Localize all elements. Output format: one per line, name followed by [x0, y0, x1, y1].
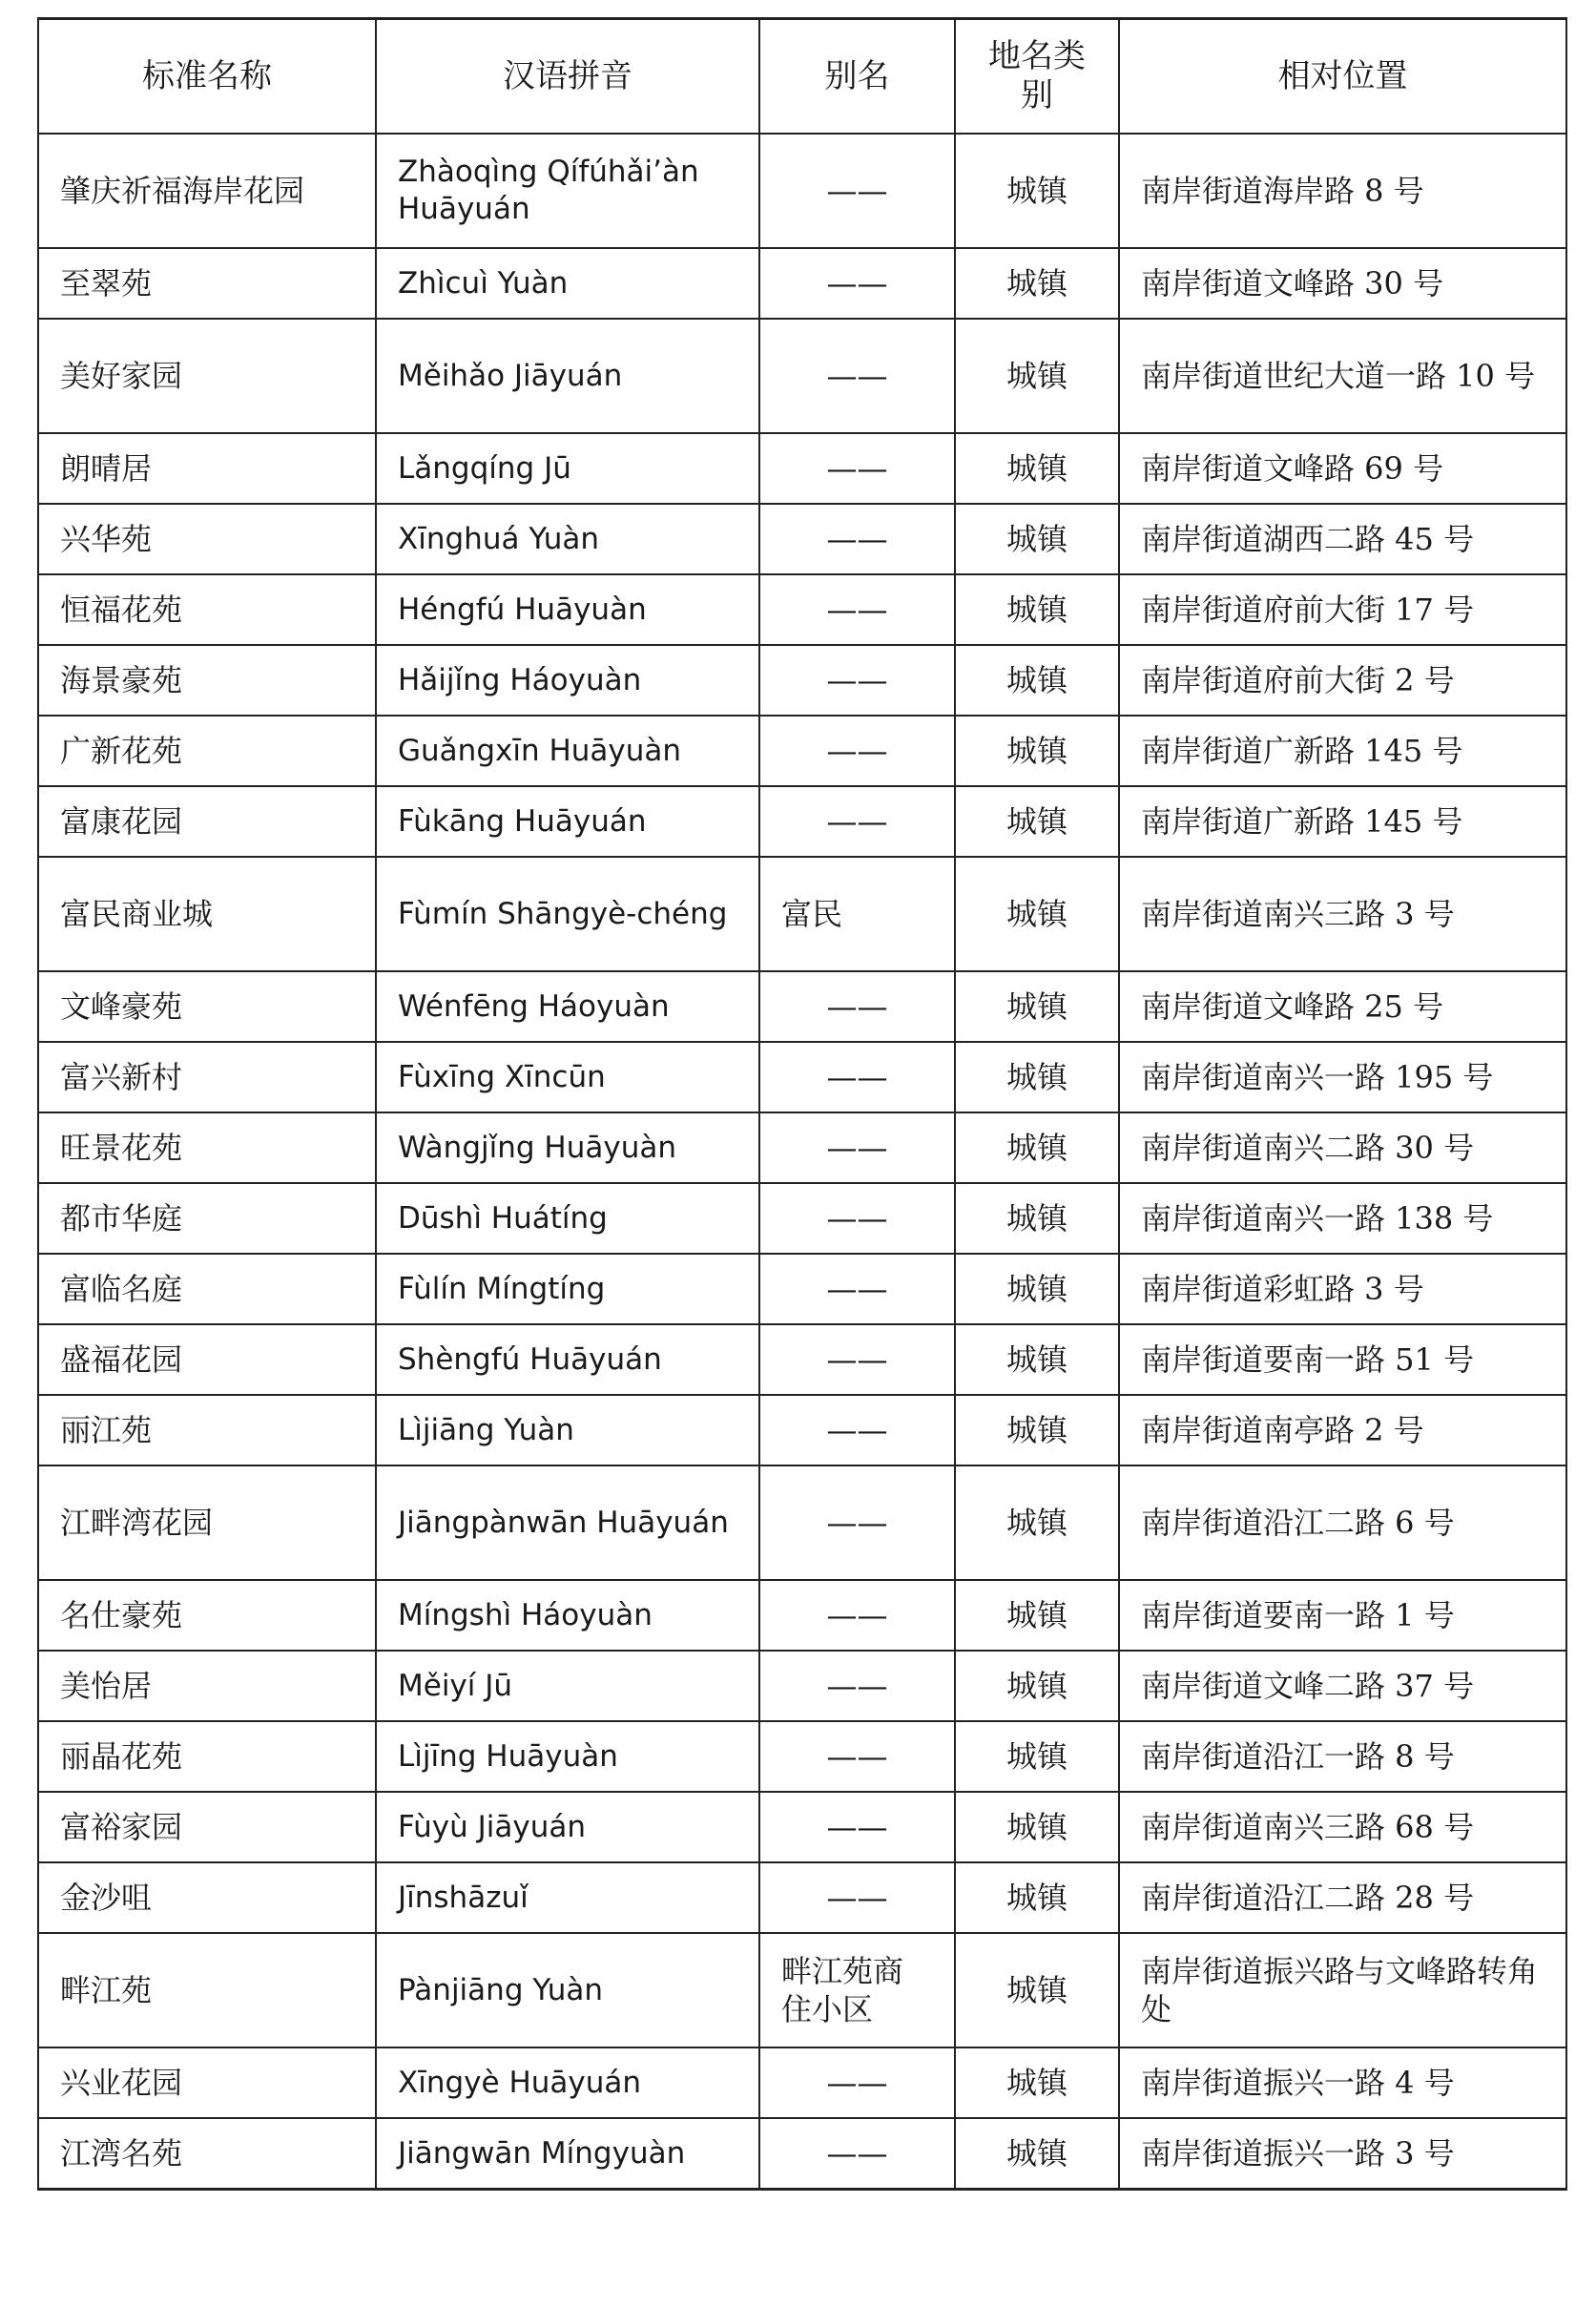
table-row	[38, 1465, 1566, 1580]
cell-category: 城镇	[955, 2047, 1119, 2118]
header-standard-name: 标准名称	[38, 19, 376, 135]
table-row	[38, 1112, 1566, 1183]
cell-category: 城镇	[955, 1395, 1119, 1465]
cell-standard-name: 丽江苑	[38, 1395, 376, 1465]
cell-category: 城镇	[955, 1580, 1119, 1651]
place-name-table	[37, 17, 1567, 2191]
cell-standard-name: 至翠苑	[38, 248, 376, 319]
table-row	[38, 716, 1566, 786]
cell-standard-name: 美好家园	[38, 319, 376, 433]
table-row	[38, 433, 1566, 504]
cell-pinyin: Zhìcuì Yuàn	[376, 248, 759, 319]
cell-pinyin: Xīngyè Huāyuán	[376, 2047, 759, 2118]
cell-alias: ——	[759, 645, 955, 716]
cell-category: 城镇	[955, 1933, 1119, 2047]
cell-pinyin: Jiāngwān Míngyuàn	[376, 2118, 759, 2190]
cell-location: 南岸街道振兴路与文峰路转角处	[1119, 1933, 1566, 2047]
cell-standard-name: 旺景花苑	[38, 1112, 376, 1183]
table-row	[38, 2047, 1566, 2118]
table-row	[38, 1254, 1566, 1324]
table-row	[38, 248, 1566, 319]
cell-alias: 畔江苑商住小区	[759, 1933, 955, 2047]
cell-standard-name: 美怡居	[38, 1651, 376, 1721]
cell-standard-name: 文峰豪苑	[38, 971, 376, 1042]
cell-alias: ——	[759, 248, 955, 319]
cell-pinyin: Fùmín Shāngyè-chéng	[376, 857, 759, 971]
table-row	[38, 857, 1566, 971]
cell-location: 南岸街道文峰路 25 号	[1119, 971, 1566, 1042]
cell-standard-name: 兴业花园	[38, 2047, 376, 2118]
cell-alias: ——	[759, 1324, 955, 1395]
cell-pinyin: Fùkāng Huāyuán	[376, 786, 759, 857]
cell-category: 城镇	[955, 1324, 1119, 1395]
cell-category: 城镇	[955, 2118, 1119, 2190]
table-row	[38, 1933, 1566, 2047]
cell-category: 城镇	[955, 1651, 1119, 1721]
cell-standard-name: 金沙咀	[38, 1862, 376, 1933]
cell-location: 南岸街道南兴一路 195 号	[1119, 1042, 1566, 1112]
cell-category: 城镇	[955, 1792, 1119, 1862]
table-row	[38, 319, 1566, 433]
cell-alias: ——	[759, 1792, 955, 1862]
cell-pinyin: Lìjiāng Yuàn	[376, 1395, 759, 1465]
cell-category: 城镇	[955, 1465, 1119, 1580]
cell-alias: ——	[759, 716, 955, 786]
cell-pinyin: Wàngjǐng Huāyuàn	[376, 1112, 759, 1183]
cell-standard-name: 富民商业城	[38, 857, 376, 971]
cell-standard-name: 富裕家园	[38, 1792, 376, 1862]
cell-alias: ——	[759, 1465, 955, 1580]
table-row	[38, 971, 1566, 1042]
cell-location: 南岸街道文峰路 69 号	[1119, 433, 1566, 504]
cell-category: 城镇	[955, 1862, 1119, 1933]
cell-alias: ——	[759, 1254, 955, 1324]
cell-alias: ——	[759, 433, 955, 504]
table-row	[38, 1324, 1566, 1395]
cell-pinyin: Fùlín Míngtíng	[376, 1254, 759, 1324]
cell-alias: ——	[759, 1112, 955, 1183]
cell-location: 南岸街道海岸路 8 号	[1119, 134, 1566, 248]
cell-standard-name: 名仕豪苑	[38, 1580, 376, 1651]
cell-alias: 富民	[759, 857, 955, 971]
cell-alias: ——	[759, 2047, 955, 2118]
cell-category: 城镇	[955, 574, 1119, 645]
cell-alias: ——	[759, 1042, 955, 1112]
cell-category: 城镇	[955, 319, 1119, 433]
cell-location: 南岸街道南兴三路 68 号	[1119, 1792, 1566, 1862]
cell-location: 南岸街道沿江二路 28 号	[1119, 1862, 1566, 1933]
cell-pinyin: Míngshì Háoyuàn	[376, 1580, 759, 1651]
cell-standard-name: 肇庆祈福海岸花园	[38, 134, 376, 248]
cell-category: 城镇	[955, 786, 1119, 857]
cell-pinyin: Fùyù Jiāyuán	[376, 1792, 759, 1862]
cell-pinyin: Pànjiāng Yuàn	[376, 1933, 759, 2047]
header-alias: 别名	[759, 19, 955, 135]
table-row	[38, 504, 1566, 574]
cell-pinyin: Jiāngpànwān Huāyuán	[376, 1465, 759, 1580]
table-row	[38, 574, 1566, 645]
cell-location: 南岸街道沿江一路 8 号	[1119, 1721, 1566, 1792]
cell-location: 南岸街道府前大街 17 号	[1119, 574, 1566, 645]
cell-standard-name: 江湾名苑	[38, 2118, 376, 2190]
cell-location: 南岸街道南兴二路 30 号	[1119, 1112, 1566, 1183]
cell-alias: ——	[759, 1395, 955, 1465]
cell-location: 南岸街道沿江二路 6 号	[1119, 1465, 1566, 1580]
cell-category: 城镇	[955, 1183, 1119, 1254]
table-row	[38, 1183, 1566, 1254]
table-row	[38, 2118, 1566, 2190]
cell-location: 南岸街道要南一路 51 号	[1119, 1324, 1566, 1395]
table-row	[38, 1792, 1566, 1862]
cell-category: 城镇	[955, 1254, 1119, 1324]
cell-pinyin: Hǎijǐng Háoyuàn	[376, 645, 759, 716]
header-row	[38, 19, 1566, 135]
cell-category: 城镇	[955, 645, 1119, 716]
cell-alias: ——	[759, 1721, 955, 1792]
cell-standard-name: 畔江苑	[38, 1933, 376, 2047]
cell-standard-name: 丽晶花苑	[38, 1721, 376, 1792]
cell-category: 城镇	[955, 504, 1119, 574]
table-header	[38, 19, 1566, 135]
table-row	[38, 1862, 1566, 1933]
cell-location: 南岸街道要南一路 1 号	[1119, 1580, 1566, 1651]
table-body	[38, 134, 1566, 2190]
cell-category: 城镇	[955, 134, 1119, 248]
cell-location: 南岸街道南兴一路 138 号	[1119, 1183, 1566, 1254]
cell-pinyin: Lìjīng Huāyuàn	[376, 1721, 759, 1792]
cell-location: 南岸街道广新路 145 号	[1119, 786, 1566, 857]
header-pinyin: 汉语拼音	[376, 19, 759, 135]
cell-standard-name: 都市华庭	[38, 1183, 376, 1254]
cell-alias: ——	[759, 2118, 955, 2190]
cell-alias: ——	[759, 134, 955, 248]
table-row	[38, 134, 1566, 248]
cell-standard-name: 海景豪苑	[38, 645, 376, 716]
cell-category: 城镇	[955, 1112, 1119, 1183]
cell-standard-name: 朗晴居	[38, 433, 376, 504]
cell-alias: ——	[759, 1183, 955, 1254]
cell-category: 城镇	[955, 857, 1119, 971]
cell-pinyin: Jīnshāzuǐ	[376, 1862, 759, 1933]
table-row	[38, 645, 1566, 716]
cell-location: 南岸街道广新路 145 号	[1119, 716, 1566, 786]
cell-alias: ——	[759, 971, 955, 1042]
cell-standard-name: 富临名庭	[38, 1254, 376, 1324]
cell-location: 南岸街道南兴三路 3 号	[1119, 857, 1566, 971]
cell-alias: ——	[759, 1862, 955, 1933]
cell-category: 城镇	[955, 433, 1119, 504]
cell-category: 城镇	[955, 1721, 1119, 1792]
cell-pinyin: Héngfú Huāyuàn	[376, 574, 759, 645]
table-row	[38, 1651, 1566, 1721]
cell-alias: ——	[759, 574, 955, 645]
cell-pinyin: Dūshì Huátíng	[376, 1183, 759, 1254]
cell-alias: ——	[759, 1580, 955, 1651]
cell-location: 南岸街道振兴一路 3 号	[1119, 2118, 1566, 2190]
cell-category: 城镇	[955, 971, 1119, 1042]
table-row	[38, 1721, 1566, 1792]
cell-pinyin: Fùxīng Xīncūn	[376, 1042, 759, 1112]
cell-pinyin: Měihǎo Jiāyuán	[376, 319, 759, 433]
cell-category: 城镇	[955, 248, 1119, 319]
cell-location: 南岸街道彩虹路 3 号	[1119, 1254, 1566, 1324]
cell-pinyin: Zhàoqìng Qífúhǎi’àn Huāyuán	[376, 134, 759, 248]
table-row	[38, 1042, 1566, 1112]
cell-pinyin: Wénfēng Háoyuàn	[376, 971, 759, 1042]
cell-pinyin: Xīnghuá Yuàn	[376, 504, 759, 574]
cell-pinyin: Měiyí Jū	[376, 1651, 759, 1721]
cell-alias: ——	[759, 786, 955, 857]
cell-standard-name: 广新花苑	[38, 716, 376, 786]
cell-location: 南岸街道府前大街 2 号	[1119, 645, 1566, 716]
cell-standard-name: 富康花园	[38, 786, 376, 857]
cell-pinyin: Shèngfú Huāyuán	[376, 1324, 759, 1395]
cell-location: 南岸街道振兴一路 4 号	[1119, 2047, 1566, 2118]
table-row	[38, 1395, 1566, 1465]
cell-standard-name: 江畔湾花园	[38, 1465, 376, 1580]
cell-location: 南岸街道南亭路 2 号	[1119, 1395, 1566, 1465]
cell-location: 南岸街道文峰路 30 号	[1119, 248, 1566, 319]
cell-alias: ——	[759, 1651, 955, 1721]
header-location: 相对位置	[1119, 19, 1566, 135]
header-category: 地名类别	[955, 19, 1119, 135]
cell-standard-name: 富兴新村	[38, 1042, 376, 1112]
table-row	[38, 1580, 1566, 1651]
cell-pinyin: Guǎngxīn Huāyuàn	[376, 716, 759, 786]
table-row	[38, 786, 1566, 857]
cell-location: 南岸街道世纪大道一路 10 号	[1119, 319, 1566, 433]
cell-standard-name: 兴华苑	[38, 504, 376, 574]
cell-standard-name: 盛福花园	[38, 1324, 376, 1395]
cell-alias: ——	[759, 504, 955, 574]
cell-location: 南岸街道文峰二路 37 号	[1119, 1651, 1566, 1721]
cell-category: 城镇	[955, 1042, 1119, 1112]
cell-pinyin: Lǎngqíng Jū	[376, 433, 759, 504]
cell-standard-name: 恒福花苑	[38, 574, 376, 645]
cell-location: 南岸街道湖西二路 45 号	[1119, 504, 1566, 574]
cell-alias: ——	[759, 319, 955, 433]
cell-category: 城镇	[955, 716, 1119, 786]
